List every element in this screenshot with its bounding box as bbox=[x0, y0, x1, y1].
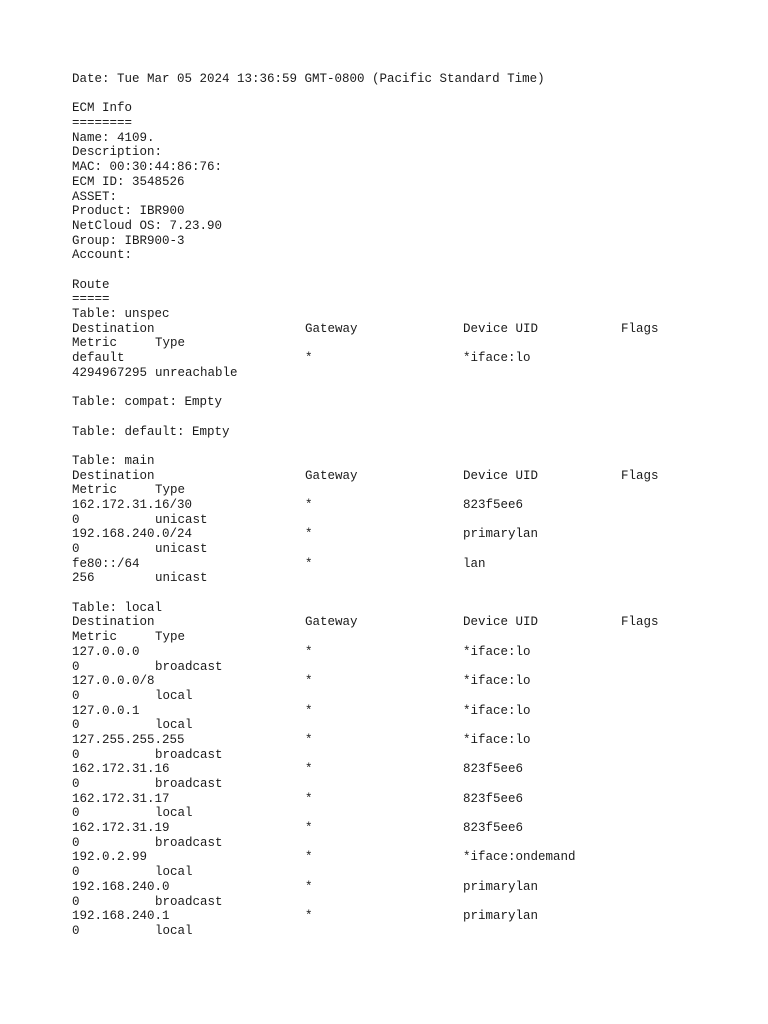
header-flags: Flags bbox=[621, 615, 659, 630]
route-table-subheader bbox=[72, 336, 722, 351]
route-table-subheader bbox=[72, 630, 722, 645]
ecm-account: Account: bbox=[72, 248, 133, 263]
route-gateway: * bbox=[305, 351, 313, 366]
route-type: broadcast bbox=[155, 777, 223, 791]
route-destination: 162.172.31.17 bbox=[72, 791, 170, 806]
route-row bbox=[72, 351, 722, 366]
route-type: unicast bbox=[155, 571, 208, 586]
ecm-id: ECM ID: 3548526 bbox=[72, 174, 185, 189]
route-device-uid: *iface:ondemand bbox=[463, 850, 576, 865]
header-gateway: Gateway bbox=[305, 321, 358, 336]
spacer bbox=[72, 87, 722, 102]
route-row-detail bbox=[72, 895, 722, 910]
header-type: Type bbox=[155, 336, 186, 351]
ecm-name: Name: 4109. bbox=[72, 130, 155, 145]
route-destination: 162.172.31.16 bbox=[72, 762, 170, 777]
route-row bbox=[72, 498, 722, 513]
route-destination: 192.0.2.99 bbox=[72, 850, 148, 865]
route-table-title: Table: unspec bbox=[72, 307, 170, 321]
route-table-subheader bbox=[72, 483, 722, 498]
route-table-header bbox=[72, 615, 722, 630]
route-type: unicast bbox=[155, 542, 208, 556]
route-device-uid: *iface:lo bbox=[463, 644, 531, 659]
route-gateway: * bbox=[305, 762, 313, 777]
route-device-uid: primarylan bbox=[463, 909, 539, 924]
route-metric: 0 bbox=[72, 865, 80, 880]
header-type: Type bbox=[155, 630, 186, 645]
route-metric: 256 bbox=[72, 571, 95, 586]
route-gateway: * bbox=[305, 527, 313, 542]
route-destination: 162.172.31.19 bbox=[72, 821, 170, 836]
header-device-uid: Device UID bbox=[463, 468, 539, 483]
route-row-detail bbox=[72, 571, 722, 586]
ecm-product: Product: IBR900 bbox=[72, 204, 185, 219]
route-metric: 0 bbox=[72, 923, 80, 938]
route-row bbox=[72, 880, 722, 895]
header-gateway: Gateway bbox=[305, 468, 358, 483]
route-type: broadcast bbox=[155, 659, 223, 674]
header-metric: Metric bbox=[72, 336, 118, 351]
header-destination: Destination bbox=[72, 468, 155, 483]
route-type: unreachable bbox=[155, 365, 238, 380]
route-gateway: * bbox=[305, 497, 313, 512]
route-heading: Route bbox=[72, 277, 110, 292]
route-gateway: * bbox=[305, 850, 313, 865]
ecm-mac: MAC: 00:30:44:86:76: bbox=[72, 160, 223, 175]
route-gateway: * bbox=[305, 703, 313, 718]
route-gateway: * bbox=[305, 732, 313, 747]
route-table-title: Table: main bbox=[72, 453, 155, 468]
route-table-title: Table: compat: Empty bbox=[72, 395, 223, 410]
route-destination: 162.172.31.16/30 bbox=[72, 497, 193, 512]
route-row-detail bbox=[72, 542, 722, 557]
route-device-uid: *iface:lo bbox=[463, 732, 531, 747]
header-metric: Metric bbox=[72, 483, 118, 498]
route-row-detail bbox=[72, 748, 722, 763]
route-row bbox=[72, 674, 722, 689]
route-gateway: * bbox=[305, 909, 313, 924]
route-device-uid: 823f5ee6 bbox=[463, 497, 524, 512]
route-metric: 0 bbox=[72, 718, 80, 733]
spacer bbox=[72, 586, 722, 601]
route-row bbox=[72, 850, 722, 865]
ecm-asset: ASSET: bbox=[72, 189, 118, 204]
header-device-uid: Device UID bbox=[463, 321, 539, 336]
route-destination: 192.168.240.1 bbox=[72, 909, 170, 924]
route-row bbox=[72, 704, 722, 719]
header-type: Type bbox=[155, 483, 186, 498]
route-row bbox=[72, 557, 722, 572]
route-destination: fe80::/64 bbox=[72, 556, 140, 571]
header-destination: Destination bbox=[72, 321, 155, 336]
route-row bbox=[72, 821, 722, 836]
route-destination: default bbox=[72, 351, 125, 366]
route-underline: ===== bbox=[72, 292, 110, 307]
header-device-uid: Device UID bbox=[463, 615, 539, 630]
header-metric: Metric bbox=[72, 630, 118, 645]
header-flags: Flags bbox=[621, 468, 659, 483]
route-type: local bbox=[155, 718, 193, 733]
route-type: local bbox=[155, 865, 193, 880]
document-page bbox=[72, 72, 722, 939]
route-type: local bbox=[155, 806, 193, 821]
route-table-title: Table: default: Empty bbox=[72, 424, 230, 439]
ecm-description: Description: bbox=[72, 145, 163, 160]
route-gateway: * bbox=[305, 879, 313, 894]
route-type: broadcast bbox=[155, 747, 223, 762]
route-metric: 0 bbox=[72, 512, 80, 527]
route-tables bbox=[72, 307, 722, 939]
route-row bbox=[72, 733, 722, 748]
route-gateway: * bbox=[305, 556, 313, 571]
spacer bbox=[72, 439, 722, 454]
route-destination: 192.168.240.0 bbox=[72, 879, 170, 894]
route-row-detail bbox=[72, 924, 722, 939]
route-metric: 0 bbox=[72, 894, 80, 909]
ecm-info-heading: ECM Info bbox=[72, 101, 133, 116]
route-row bbox=[72, 527, 722, 542]
route-row-detail bbox=[72, 836, 722, 851]
route-row bbox=[72, 762, 722, 777]
route-destination: 127.255.255.255 bbox=[72, 732, 185, 747]
route-metric: 0 bbox=[72, 688, 80, 703]
route-metric: 0 bbox=[72, 659, 80, 674]
route-gateway: * bbox=[305, 821, 313, 836]
route-row bbox=[72, 645, 722, 660]
route-device-uid: *iface:lo bbox=[463, 703, 531, 718]
ecm-info-underline: ======== bbox=[72, 116, 133, 131]
spacer bbox=[72, 410, 722, 425]
route-row bbox=[72, 792, 722, 807]
route-destination: 127.0.0.1 bbox=[72, 703, 140, 718]
route-type: local bbox=[155, 923, 193, 938]
route-device-uid: primarylan bbox=[463, 527, 539, 542]
route-metric: 0 bbox=[72, 835, 80, 850]
route-row-detail bbox=[72, 366, 722, 381]
route-gateway: * bbox=[305, 644, 313, 659]
route-device-uid: 823f5ee6 bbox=[463, 791, 524, 806]
header-gateway: Gateway bbox=[305, 615, 358, 630]
route-row-detail bbox=[72, 513, 722, 528]
route-row-detail bbox=[72, 660, 722, 675]
route-row bbox=[72, 909, 722, 924]
header-destination: Destination bbox=[72, 615, 155, 630]
route-metric: 4294967295 bbox=[72, 365, 148, 380]
route-metric: 0 bbox=[72, 777, 80, 791]
route-type: local bbox=[155, 688, 193, 703]
route-type: unicast bbox=[155, 512, 208, 527]
route-gateway: * bbox=[305, 674, 313, 689]
route-row-detail bbox=[72, 718, 722, 733]
route-device-uid: *iface:lo bbox=[463, 674, 531, 689]
route-device-uid: *iface:lo bbox=[463, 351, 531, 366]
route-table-title: Table: local bbox=[72, 600, 163, 615]
route-device-uid: lan bbox=[463, 556, 486, 571]
route-metric: 0 bbox=[72, 542, 80, 556]
route-device-uid: primarylan bbox=[463, 879, 539, 894]
header-flags: Flags bbox=[621, 321, 659, 336]
route-device-uid: 823f5ee6 bbox=[463, 821, 524, 836]
route-row-detail bbox=[72, 777, 722, 792]
date-line: Date: Tue Mar 05 2024 13:36:59 GMT-0800 (Pacific Standard Time) bbox=[72, 72, 545, 86]
route-destination: 192.168.240.0/24 bbox=[72, 527, 193, 542]
route-row-detail bbox=[72, 689, 722, 704]
route-metric: 0 bbox=[72, 747, 80, 762]
spacer bbox=[72, 263, 722, 278]
route-destination: 127.0.0.0/8 bbox=[72, 674, 155, 689]
route-destination: 127.0.0.0 bbox=[72, 644, 140, 659]
route-row-detail bbox=[72, 806, 722, 821]
route-row-detail bbox=[72, 865, 722, 880]
spacer bbox=[72, 380, 722, 395]
ecm-os: NetCloud OS: 7.23.90 bbox=[72, 218, 223, 233]
route-table-header bbox=[72, 322, 722, 337]
route-metric: 0 bbox=[72, 806, 80, 821]
route-device-uid: 823f5ee6 bbox=[463, 762, 524, 777]
route-gateway: * bbox=[305, 791, 313, 806]
route-type: broadcast bbox=[155, 835, 223, 850]
route-type: broadcast bbox=[155, 894, 223, 909]
ecm-group: Group: IBR900-3 bbox=[72, 233, 185, 248]
route-table-header bbox=[72, 469, 722, 484]
